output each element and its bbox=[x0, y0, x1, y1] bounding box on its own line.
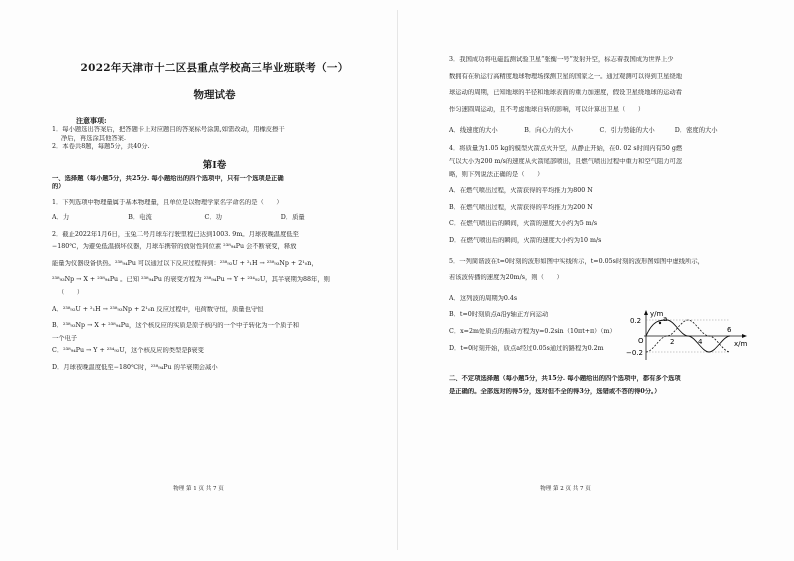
option-b: B．向心力的大小 bbox=[524, 127, 573, 135]
y-axis-arrow bbox=[644, 310, 648, 315]
question-2-option-d: D．月球夜晚温度低至−180℃时，²³⁸₉₄Pu 的半衰期会减小 bbox=[52, 363, 218, 371]
point-a bbox=[659, 322, 661, 324]
part2-heading: 二、不定项选择题（每小题5分，共15分. 每小题给出的四个选项中，都有多个选项 bbox=[449, 375, 681, 383]
question-4-line: 4．将质量为1.05 kg的模型火箭点火升空，从静止开始，在0. 02 s时间内有50 g燃 bbox=[449, 145, 683, 153]
question-2-option-c: C．²³⁸₉₄Pu → Y + ²³⁴₉₂U，这个核反应的类型是β衰变 bbox=[52, 347, 204, 355]
wave-graph-svg bbox=[626, 310, 750, 362]
question-4-option-a: A．在燃气喷出过程，火箭获得的平均推力为800 N bbox=[449, 187, 593, 195]
part1-heading: 一、选择题（每小题5分，共25分. 每小题给出的四个选项中，只有一个选项是正确 bbox=[52, 174, 284, 182]
question-3-options bbox=[449, 126, 770, 135]
notice-line: 2．本卷共8题，每题5分，共40分. bbox=[52, 143, 150, 151]
origin-label: O bbox=[638, 337, 644, 345]
option-a: A．力 bbox=[52, 213, 70, 221]
question-4-option-c: C．在燃气喷出后的瞬间，火箭的速度大小约为5 m/s bbox=[449, 220, 598, 228]
part2-heading: 是正确的。全部选对的得5分，选对但不全的得3分，选错或不答的得0分。） bbox=[449, 387, 661, 395]
option-d: D．质量 bbox=[280, 213, 305, 221]
part1-heading: 的） bbox=[52, 183, 65, 191]
question-4-option-b: B．在燃气喷出过程，火箭获得的平均推力为200 N bbox=[449, 203, 593, 211]
question-2-line: 2．截止2022年1月6日，玉兔二号月球车行驶里程已达到1003. 9m。月球夜晚温度低至 bbox=[52, 230, 299, 238]
page-footer: 物理 第 1 页 共 7 页 bbox=[173, 486, 224, 492]
x-tick-label: 4 bbox=[698, 338, 703, 346]
x-axis-arrow bbox=[742, 334, 747, 338]
x-tick-label: 6 bbox=[727, 326, 732, 334]
notice-line: 1．每小题选出答案后，把答题卡上对应题目的答案标号涂黑,如需改动，用橡皮擦干 bbox=[52, 126, 285, 133]
notice-line: 净后，再选涂其他答案. bbox=[61, 134, 126, 142]
question-4-line: 略，则下列说法正确的是（ ） bbox=[449, 170, 544, 178]
option-d: D．密度的大小 bbox=[674, 127, 718, 135]
wave-graph bbox=[626, 310, 750, 362]
question-3-line: 3．我国成功将电磁监测试验卫星“张衡一号”发射升空，标志着我国成为世界上少 bbox=[449, 56, 674, 63]
question-4-option-d: D．在燃气喷出后的瞬间，火箭的速度大小约为10 m/s bbox=[449, 236, 602, 244]
question-2-option-b-cont: 一个电子 bbox=[52, 334, 78, 342]
exam-title: 2022年天津市十二区县重点学校高三毕业班联考（一） bbox=[80, 62, 349, 74]
exam-subtitle: 物理试卷 bbox=[193, 89, 236, 101]
question-1: 1．下列选项中物理量属于基本物理量，且单位是以物理学家名字命名的是（ ） bbox=[52, 198, 283, 206]
question-4-line: 气以大小为200 m/s的速度从火箭尾部喷出，且燃气喷出过程中重力和空气阻力可忽 bbox=[449, 157, 683, 165]
option-b: B．电流 bbox=[128, 213, 152, 221]
question-5-option-a: A．这列波的周期为0.4s bbox=[449, 294, 518, 302]
question-3-line: 作匀速圆周运动，且不考虑地球自转的影响，可以计算出卫星（ ） bbox=[449, 105, 645, 113]
question-3-line: 球运动的周期，已知地球的半径和地球表面的重力加速度，假设卫星绕地球的运动看 bbox=[449, 89, 682, 97]
x-axis-label: x/m bbox=[734, 340, 748, 348]
page-footer: 物理 第 2 页 共 7 页 bbox=[540, 486, 591, 492]
question-2-option-a: A．²³⁸₉₂U + ²₁H → ²³⁸₉₃Np + 2¹₀n 反应过程中，电荷数守恒，质量也守恒 bbox=[52, 305, 264, 313]
question-5-option-c: C．x=2m处质点的振动方程为y=0.2sin（10πt+π）（m） bbox=[449, 327, 616, 335]
notice-heading: 注意事项: bbox=[76, 116, 107, 125]
question-1-options bbox=[52, 213, 377, 222]
option-c: C．引力势能的大小 bbox=[599, 127, 655, 135]
question-5-option-d: D．t=0时刻开始，质点a经过0.05s通过的路程为0.2m bbox=[449, 344, 604, 352]
question-2-line: （ ） bbox=[58, 288, 84, 296]
y-tick-label: 0.2 bbox=[630, 317, 642, 325]
option-a: A．线速度的大小 bbox=[449, 127, 498, 135]
section-heading: 第Ⅰ卷 bbox=[202, 159, 227, 171]
x-tick-label: 2 bbox=[670, 338, 675, 346]
question-2-option-b: B．²³⁸₉₃Np → X + ²³⁸₉₄Pu，这个核反应的实质是原子核内的一个中子转化为一个质子和 bbox=[52, 322, 300, 330]
question-2-line: −180℃，为避免低温损坏仪器，月球车携带的放射性同位素 ²³⁸₉₄Pu 会不断衰变，释放 bbox=[52, 243, 297, 251]
question-2-line: 能量为仪器设备供热。²³⁸₉₄Pu 可以通过以下反应过程得到：²³⁸₉₂U + ²₁H → ²³⁸₉₃Np + 2¹₀n， bbox=[52, 259, 318, 267]
question-5-line: 5．一列简谐波在t=0时刻的波形如图中实线所示，t=0.05s时刻的波形图如图中虚线所示， bbox=[449, 257, 704, 265]
option-c: C．功 bbox=[204, 213, 222, 221]
y-tick-label: −0.2 bbox=[626, 349, 643, 357]
question-5-line: 若该波传播的速度为20m/s，则（ ） bbox=[449, 274, 563, 282]
question-2-line: ²³⁸₉₃Np → X + ²³⁸₉₄Pu 。已知 ²³⁸₉₄Pu 的衰变方程为 ²³⁸₉₄Pu → Y + ²³⁴₉₂U，其半衰期为88年，则 bbox=[52, 276, 330, 284]
question-5-option-b: B．t=0时刻质点a沿y轴正方向运动 bbox=[449, 311, 549, 319]
question-3-line: 数拥有在轨运行高精度地球物理场探测卫星的国家之一。通过观测可以得到卫星绕地 bbox=[449, 72, 682, 80]
page-2 bbox=[397, 0, 794, 561]
point-a-label: a bbox=[663, 315, 668, 323]
y-axis-label: y/m bbox=[650, 310, 664, 318]
